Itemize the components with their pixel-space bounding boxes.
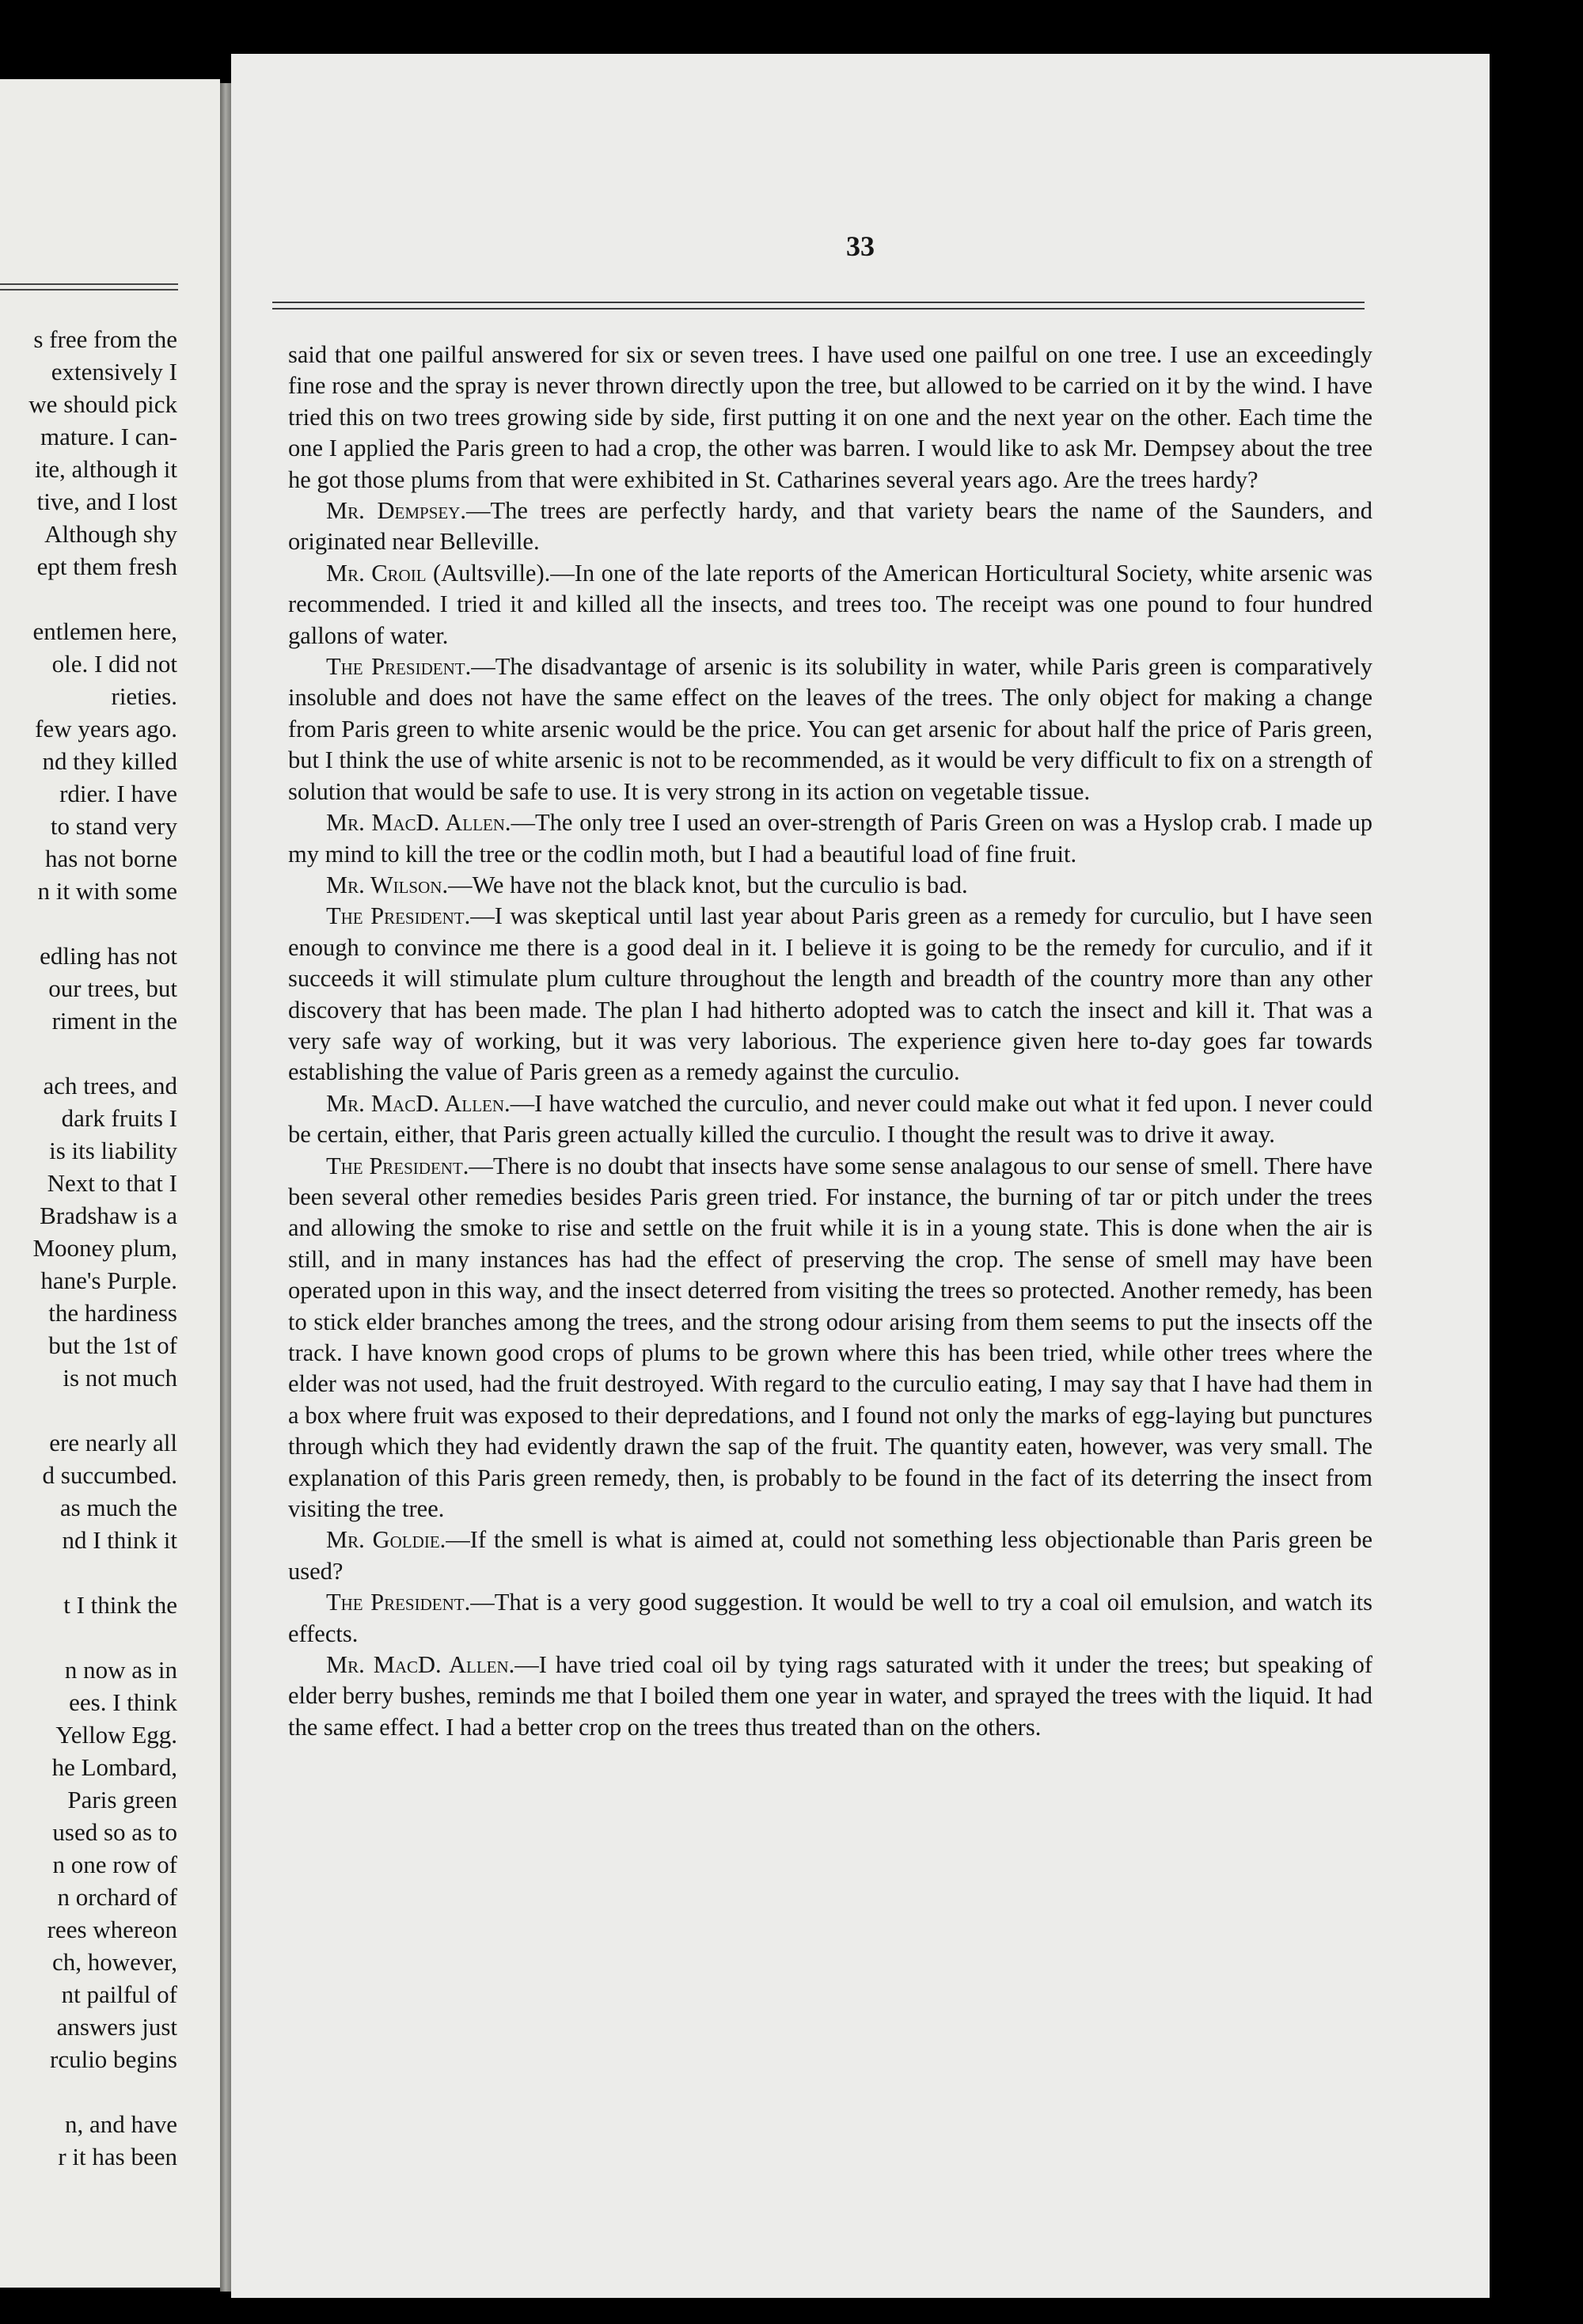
left-column-line: has not borne: [44, 845, 177, 872]
left-column-line: n one row of: [52, 1851, 177, 1878]
left-column-line: ept them fresh: [36, 553, 177, 580]
left-column-line: Bradshaw is a: [40, 1202, 177, 1229]
paragraph-text: —The trees are perfectly hardy, and that variety bears the name of the Saunders, and originated near Belleville.: [288, 497, 1372, 556]
left-column-line: [0, 1037, 177, 1069]
speaker-name: The President.: [326, 1152, 469, 1179]
speaker-name: Mr. Croil: [326, 559, 427, 587]
left-column-line: mature. I can-: [40, 423, 177, 450]
left-column-line: Next to that I: [47, 1169, 177, 1197]
book-gutter: [220, 83, 231, 2292]
left-column-line: rdier. I have: [59, 780, 177, 807]
left-column-line: ite, although it: [35, 455, 177, 483]
header-rule-top: [272, 302, 1365, 303]
paragraph: [288, 651, 1372, 807]
paragraph: [288, 496, 1372, 558]
paragraph: [288, 1525, 1372, 1587]
left-column-line: [0, 1556, 177, 1589]
paragraph-text: —If the smell is what is aimed at, could not something less objectionable than Paris green be used?: [288, 1526, 1372, 1585]
left-column-line: [0, 2075, 177, 2108]
paragraph: [288, 807, 1372, 870]
left-column-line: r it has been: [58, 2143, 177, 2170]
left-column-line: answers just: [56, 2013, 177, 2041]
left-column-line: nd I think it: [62, 1526, 177, 1554]
paragraph-text: —There is no doubt that insects have some sense analagous to our sense of smell. There have been several other remedies besides Paris green tried. For instance, the burning of tar or pitch under the trees and allowing the smoke to rise and settle on the fruit while it is in a young state. This is done when the air is still, and in many instances has had the effect of preserving the crop. The sense of smell may have been operated upon in this way, and the insect deterred from visiting the trees so protected. Another remedy, has been to stick elder branches among the trees, and the strong odour arising from them seems to put the insects off the track. I have known good crops of plums to be grown where this has been tried, while other trees where the elder was not used, had the fruit destroyed. With regard to the curculio eating, I may say that I have had them in a box where fruit was exposed to their depredations, and I found not only the marks of egg-laying but punctures through which they had evidently drawn the sap of the fruit. The quantity eaten, however, was very small. The explanation of this Paris green remedy, then, is probably to be found in the fact of its deterring the insect from visiting the tree.: [288, 1152, 1372, 1523]
paragraph-text: said that one pailful answered for six or seven trees. I have used one pailful on one tree. I use an exceedingly fine rose and the spray is never thrown directly upon the tree, but allowed to be carried on it by the wind. I have tried this on two trees growing side by side, first putting it on one and the next year on the other. Each time the one I applied the Paris green to had a crop, the other was barren. I would like to ask Mr. Dempsey about the tree he got those plums from that were exhibited in St. Catharines several years ago. Are the trees hardy?: [288, 341, 1372, 493]
left-column-line: to stand very: [50, 812, 177, 840]
paragraph: [288, 1650, 1372, 1743]
left-column-line: edling has not: [40, 942, 177, 970]
left-column-line: n it with some: [37, 877, 177, 905]
left-column-line: is not much: [63, 1364, 177, 1392]
paragraph-text: (Aultsville).—In one of the late reports of the American Horticultural Society, white arsenic was recommended. I tried it and killed all the insects, and trees too. The receipt was one pound to four hundred gallons of water.: [288, 559, 1372, 649]
left-column-line: few years ago.: [35, 715, 177, 742]
speaker-name: Mr. MacD. Allen.: [326, 809, 511, 837]
speaker-name: The President.: [326, 902, 471, 930]
speaker-name: Mr. Wilson.: [326, 871, 449, 898]
left-column-line: is its liability: [49, 1137, 177, 1164]
speaker-name: Mr. MacD. Allen.: [326, 1651, 515, 1679]
page-number: 33: [846, 230, 875, 262]
paragraph-text: —I have tried coal oil by tying rags saturated with it under the trees; but speaking of elder berry bushes, reminds me that I boiled them one year in water, and sprayed the trees with the liquid. It had the same effect. I had a better crop on the trees thus treated than on the others.: [288, 1651, 1372, 1741]
left-column-line: tive, and I lost: [36, 488, 177, 515]
left-column-line: rieties.: [111, 682, 177, 710]
right-page: [231, 54, 1490, 2298]
left-column-line: Although shy: [44, 520, 177, 548]
paragraph: [288, 870, 1372, 901]
left-column-line: the hardiness: [48, 1299, 177, 1327]
paragraph: [288, 1088, 1372, 1151]
left-column-line: dark fruits I: [61, 1104, 177, 1132]
speaker-name: Mr. Dempsey.: [326, 497, 467, 525]
left-column-line: [0, 1621, 177, 1654]
scan-edge: [1490, 63, 1583, 2324]
left-column-line: nd they killed: [42, 747, 177, 775]
paragraph: [288, 901, 1372, 1088]
left-column-line: extensively I: [51, 358, 177, 385]
left-column-line: Yellow Egg.: [55, 1721, 177, 1749]
paragraph-text: —I was skeptical until last year about Paris green as a remedy for curculio, but I have seen enough to convince me there is a good deal in it. I believe it is going to be the remedy for curculio, and if it succeeds it will stimulate plum culture throughout the length and breadth of the country more than any other discovery that has been made. The plan I had hitherto adopted was to catch the insect and kill it. That was a very safe way of working, but it was very laborious. The experience given here to-day goes far towards establishing the value of Paris green as a remedy against the curculio.: [288, 902, 1372, 1086]
left-column-line: [0, 1394, 177, 1426]
header-rule-bottom: [272, 308, 1365, 309]
left-column-line: rees whereon: [47, 1916, 177, 1943]
left-column-line: ch, however,: [52, 1948, 177, 1976]
left-column-line: our trees, but: [48, 974, 177, 1002]
speaker-name: Mr. MacD. Allen.: [326, 1089, 511, 1117]
speaker-name: Mr. Goldie.: [326, 1526, 446, 1554]
left-page-rule: [0, 283, 178, 290]
left-column-line: he Lombard,: [51, 1753, 177, 1781]
left-column-line: ole. I did not: [51, 650, 177, 678]
left-column-line: s free from the: [33, 325, 177, 353]
paragraph: [288, 1587, 1372, 1650]
left-column-line: nt pailful of: [61, 1980, 177, 2008]
left-column-line: riment in the: [51, 1007, 177, 1035]
left-column-line: but the 1st of: [48, 1331, 177, 1359]
main-body-text: [288, 340, 1372, 1743]
left-column-line: n orchard of: [57, 1883, 177, 1911]
left-column-text: [0, 323, 177, 2173]
left-column-line: [0, 907, 177, 940]
left-column-line: entlemen here,: [32, 617, 177, 645]
left-column-line: t I think the: [63, 1591, 177, 1619]
left-column-line: we should pick: [28, 390, 177, 418]
paragraph-text: —The disadvantage of arsenic is its solubility in water, while Paris green is comparatively insoluble and does not have the same effect on the leaves of the trees. The only object for making a change from Paris green to white arsenic would be the price. You can get arsenic for about half the price of Paris green, but I think the use of white arsenic is not to be recommended, as it would be very difficult to fix on a strength of solution that would be safe to use. It is very strong in its action on vegetable tissue.: [288, 653, 1372, 805]
paragraph-text: —That is a very good suggestion. It would be well to try a coal oil emulsion, and watch its effects.: [288, 1589, 1372, 1647]
left-column-line: hane's Purple.: [40, 1266, 177, 1294]
paragraph-text: —The only tree I used an over-strength of Paris Green on was a Hyslop crab. I made up my mind to kill the tree or the codlin moth, but I had a beautiful load of fine fruit.: [288, 809, 1373, 868]
paragraph-text: —We have not the black knot, but the curculio is bad.: [448, 871, 968, 898]
left-column-line: ees. I think: [69, 1688, 177, 1716]
left-column-line: rculio begins: [50, 2045, 177, 2073]
speaker-name: The President.: [326, 1589, 471, 1616]
left-column-line: ere nearly all: [49, 1429, 177, 1456]
paragraph: [288, 558, 1372, 651]
left-column-line: n, and have: [64, 2110, 177, 2138]
speaker-name: The President.: [326, 653, 472, 681]
left-column-line: Paris green: [67, 1786, 177, 1813]
left-column-line: as much the: [59, 1494, 177, 1521]
left-column-line: n now as in: [64, 1656, 177, 1684]
left-column-line: [0, 583, 177, 615]
left-column-line: Mooney plum,: [32, 1234, 177, 1262]
paragraph: [288, 1151, 1372, 1525]
paragraph-text: —I have watched the curculio, and never could make out what it fed upon. I never could be certain, either, that Paris green actually killed the curculio. I thought the result was to drive it away.: [288, 1089, 1373, 1149]
left-column-line: d succumbed.: [42, 1461, 177, 1489]
left-column-line: ach trees, and: [43, 1072, 177, 1099]
paragraph: [288, 340, 1372, 496]
left-column-line: used so as to: [52, 1818, 177, 1846]
left-page: [0, 79, 220, 2288]
